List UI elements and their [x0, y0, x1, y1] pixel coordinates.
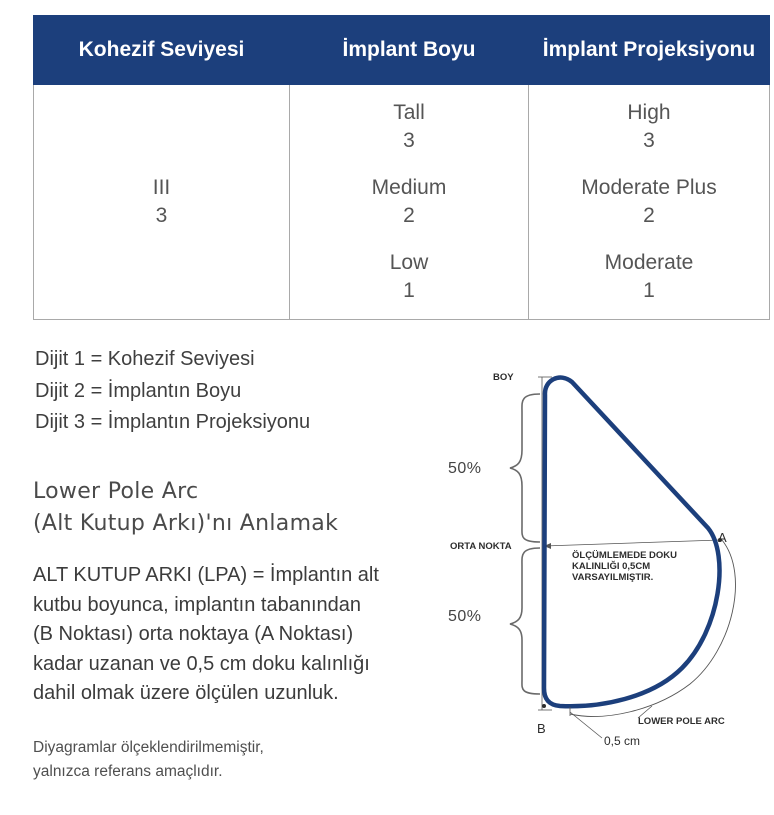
height-digit: 3: [403, 129, 415, 152]
lower-pole-arc-diagram: [420, 350, 774, 770]
height-name: Tall: [393, 101, 425, 124]
projection-name: Moderate Plus: [581, 176, 717, 199]
lpa-definition-line: kadar uzanan ve 0,5 cm doku kalınlığı: [33, 652, 370, 675]
header-cohesive: Kohezif Seviyesi: [34, 16, 290, 85]
digit-legend-item: Dijit 1 = Kohezif Seviyesi: [35, 348, 255, 370]
cohesive-entry: [34, 174, 289, 230]
tissue-note-line: KALINLIĞI 0,5CM: [572, 561, 651, 572]
implant-spec-table: [33, 15, 770, 320]
lpa-definition-line: ALT KUTUP ARKI (LPA) = İmplantın alt: [33, 564, 379, 586]
header-projection: İmplant Projeksiyonu: [529, 16, 770, 85]
lower-brace: [510, 548, 540, 694]
height-name: Low: [389, 251, 429, 274]
point-b-marker: [542, 704, 546, 708]
footnote: [33, 736, 264, 784]
cohesive-name: III: [152, 176, 171, 199]
orta-nokta-label: ORTA NOKTA: [450, 541, 512, 552]
lpa-heading-line: (Alt Kutup Arkı)'nı Anlamak: [33, 511, 339, 536]
height-entry-low: [290, 249, 528, 305]
table-header-row: [34, 16, 770, 85]
height-digit: 1: [403, 279, 415, 302]
projection-digit: 3: [643, 129, 655, 152]
lpa-definition-line: (B Noktası) orta noktaya (A Noktası): [33, 623, 354, 645]
implant-outline: [544, 378, 720, 707]
table-row: [34, 85, 770, 320]
footnote-line: yalnızca referans amaçlıdır.: [33, 763, 223, 780]
lpa-definition: [33, 561, 403, 709]
height-cell: [290, 85, 529, 320]
projection-cell: [529, 85, 770, 320]
height-entry-medium: [290, 174, 528, 230]
thickness-label: 0,5 cm: [604, 734, 641, 748]
digit-legend-item: Dijit 3 = İmplantın Projeksiyonu: [35, 411, 311, 433]
height-entry-tall: [290, 99, 528, 155]
lower-pole-arc-label: LOWER POLE ARC: [638, 716, 725, 727]
tissue-note-line: VARSAYILMIŞTIR.: [572, 572, 654, 583]
boy-label: BOY: [493, 372, 514, 383]
point-b-label: B: [537, 721, 546, 736]
projection-digit: 2: [643, 204, 655, 227]
height-digit: 2: [403, 204, 415, 227]
projection-digit: 1: [643, 279, 655, 302]
projection-name: Moderate: [604, 251, 694, 274]
footnote-line: Diyagramlar ölçeklendirilmemiştir,: [33, 739, 264, 756]
projection-entry-moderate: [529, 249, 769, 305]
tissue-note-line: ÖLÇÜMLEMEDE DOKU: [572, 550, 678, 561]
height-name: Medium: [371, 176, 447, 199]
lpa-definition-line: dahil olmak üzere ölçülen uzunluk.: [33, 682, 339, 704]
cohesive-cell: [34, 85, 290, 320]
tissue-note: [572, 550, 677, 583]
lpa-heading-line: Lower Pole Arc: [33, 479, 199, 504]
cohesive-digit: 3: [155, 204, 168, 227]
header-height: İmplant Boyu: [290, 16, 529, 85]
lpa-heading: [33, 476, 338, 540]
projection-entry-high: [529, 99, 769, 155]
midpoint-line: [544, 540, 720, 546]
lower-percent-label: 50%: [448, 608, 482, 625]
digit-legend-item: Dijit 2 = İmplantın Boyu: [35, 379, 242, 402]
projection-entry-moderate-plus: [529, 174, 769, 230]
upper-percent-label: 50%: [448, 460, 482, 477]
lpa-definition-line: kutbu boyunca, implantın tabanından: [33, 593, 362, 616]
point-a-label: A: [718, 530, 727, 545]
projection-name: High: [627, 101, 671, 124]
digit-legend: [35, 344, 310, 439]
upper-brace: [510, 394, 540, 542]
